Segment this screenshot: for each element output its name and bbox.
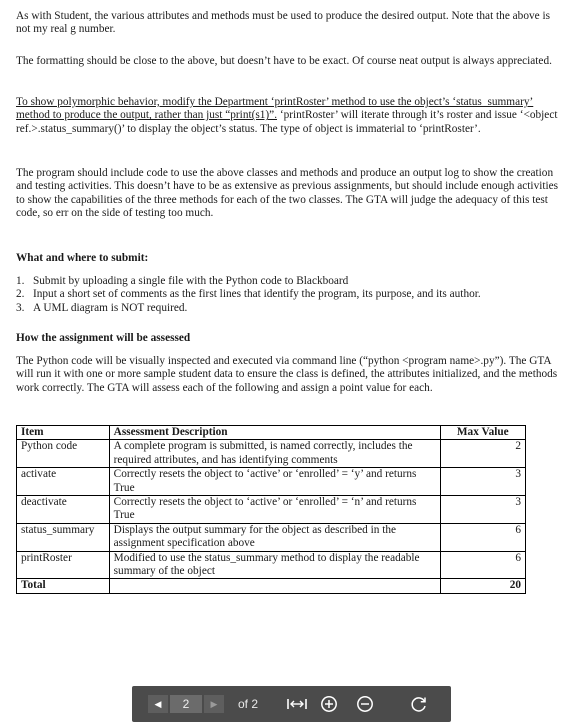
total-empty-cell <box>109 579 440 593</box>
page-count-label: of 2 <box>238 697 259 711</box>
header-max-value: Max Value <box>440 426 525 440</box>
submit-heading: What and where to submit: <box>16 252 149 264</box>
next-page-button[interactable] <box>204 695 224 713</box>
list-number: 1. <box>16 275 25 287</box>
list-text: Submit by uploading a single file with the Python code to Blackboard <box>33 275 349 287</box>
table-row <box>17 496 526 524</box>
cell-description: Correctly resets the object to ‘active’ or ‘enrolled’ = ‘n’ and returns True <box>109 496 440 524</box>
cell-description: Correctly resets the object to ‘active’ or ‘enrolled’ = ‘y’ and returns True <box>109 468 440 496</box>
list-item <box>16 288 481 301</box>
cell-item: deactivate <box>17 496 110 524</box>
list-item <box>16 275 481 288</box>
polymorphism-detail: ‘printRoster’ will iterate through it’s roster and issue ‘<object ref.>.status_summary()’ to display the object’s status. The type of object is immaterial to ‘printRoster’. <box>16 109 558 135</box>
table-row <box>17 551 526 579</box>
fit-width-icon[interactable] <box>284 694 310 714</box>
cell-max-value: 6 <box>440 551 525 579</box>
cell-item: activate <box>17 468 110 496</box>
cell-description: Modified to use the status_summary method to display the readable summary of the object <box>109 551 440 579</box>
zoom-in-icon[interactable] <box>318 694 340 714</box>
paragraph-testing: The program should include code to use the above classes and methods and produce an output log to show the creation and testing activities. This doesn’t have to be as extensive as previous assignments, but should include enough activities to show the capabilities of the three methods for each of the two classes. The GTA will judge the adequacy of this test code, so err on the side of testing too much. <box>16 167 559 220</box>
total-value: 20 <box>440 579 525 593</box>
table-total-row <box>17 579 526 593</box>
triangle-right-icon: ▶ <box>210 698 218 709</box>
cell-item: status_summary <box>17 523 110 551</box>
rotate-icon[interactable] <box>408 694 430 714</box>
table-row <box>17 440 526 468</box>
cell-description: Displays the output summary for the object as described in the assignment specification above <box>109 523 440 551</box>
paragraph-formatting: The formatting should be close to the above, but doesn’t have to be exact. Of course neat output is always appreciated. <box>16 55 552 67</box>
list-item <box>16 302 481 315</box>
list-number: 3. <box>16 301 25 314</box>
previous-page-button[interactable] <box>148 695 168 713</box>
table-row <box>17 468 526 496</box>
paragraph-assessment: The Python code will be visually inspected and executed via command line (“python <program name>.py”). The GTA will run it with one or more sample student data to ensure the class is defined, the attributes initialized, and the methods work correctly. The GTA will assess each of the following and assign a point value for each. <box>16 355 558 394</box>
list-number: 2. <box>16 288 25 301</box>
list-text: Input a short set of comments as the first lines that identify the program, its purpose, and its author. <box>33 288 481 301</box>
list-text: A UML diagram is NOT required. <box>33 301 188 314</box>
cell-max-value: 6 <box>440 523 525 551</box>
submit-list <box>16 275 481 315</box>
paragraph-output-note: As with Student, the various attributes and methods must be used to produce the desired output. Note that the above is not my real g number. <box>16 10 550 36</box>
paragraph-polymorphism <box>16 96 566 136</box>
assessment-table <box>16 425 526 594</box>
cell-item: Python code <box>17 440 110 468</box>
page-number-input[interactable]: 2 <box>170 695 202 713</box>
assess-heading: How the assignment will be assessed <box>16 332 191 344</box>
triangle-left-icon: ◀ <box>154 698 162 709</box>
underlined-instruction: To show polymorphic behavior, modify the Department ‘printRoster’ method to use the object’s ‘status_summary’ method to produce the output, rather than just “print(s1)”. <box>16 96 534 122</box>
header-description: Assessment Description <box>109 426 440 440</box>
header-item: Item <box>17 426 110 440</box>
total-label: Total <box>17 579 110 593</box>
cell-max-value: 2 <box>440 440 525 468</box>
cell-item: printRoster <box>17 551 110 579</box>
zoom-out-icon[interactable] <box>354 694 376 714</box>
cell-max-value: 3 <box>440 496 525 524</box>
table-row <box>17 523 526 551</box>
pdf-viewer-toolbar <box>132 686 451 722</box>
cell-max-value: 3 <box>440 468 525 496</box>
cell-description: A complete program is submitted, is named correctly, includes the required attributes, and has identifying comments <box>109 440 440 468</box>
table-header-row <box>17 426 526 440</box>
